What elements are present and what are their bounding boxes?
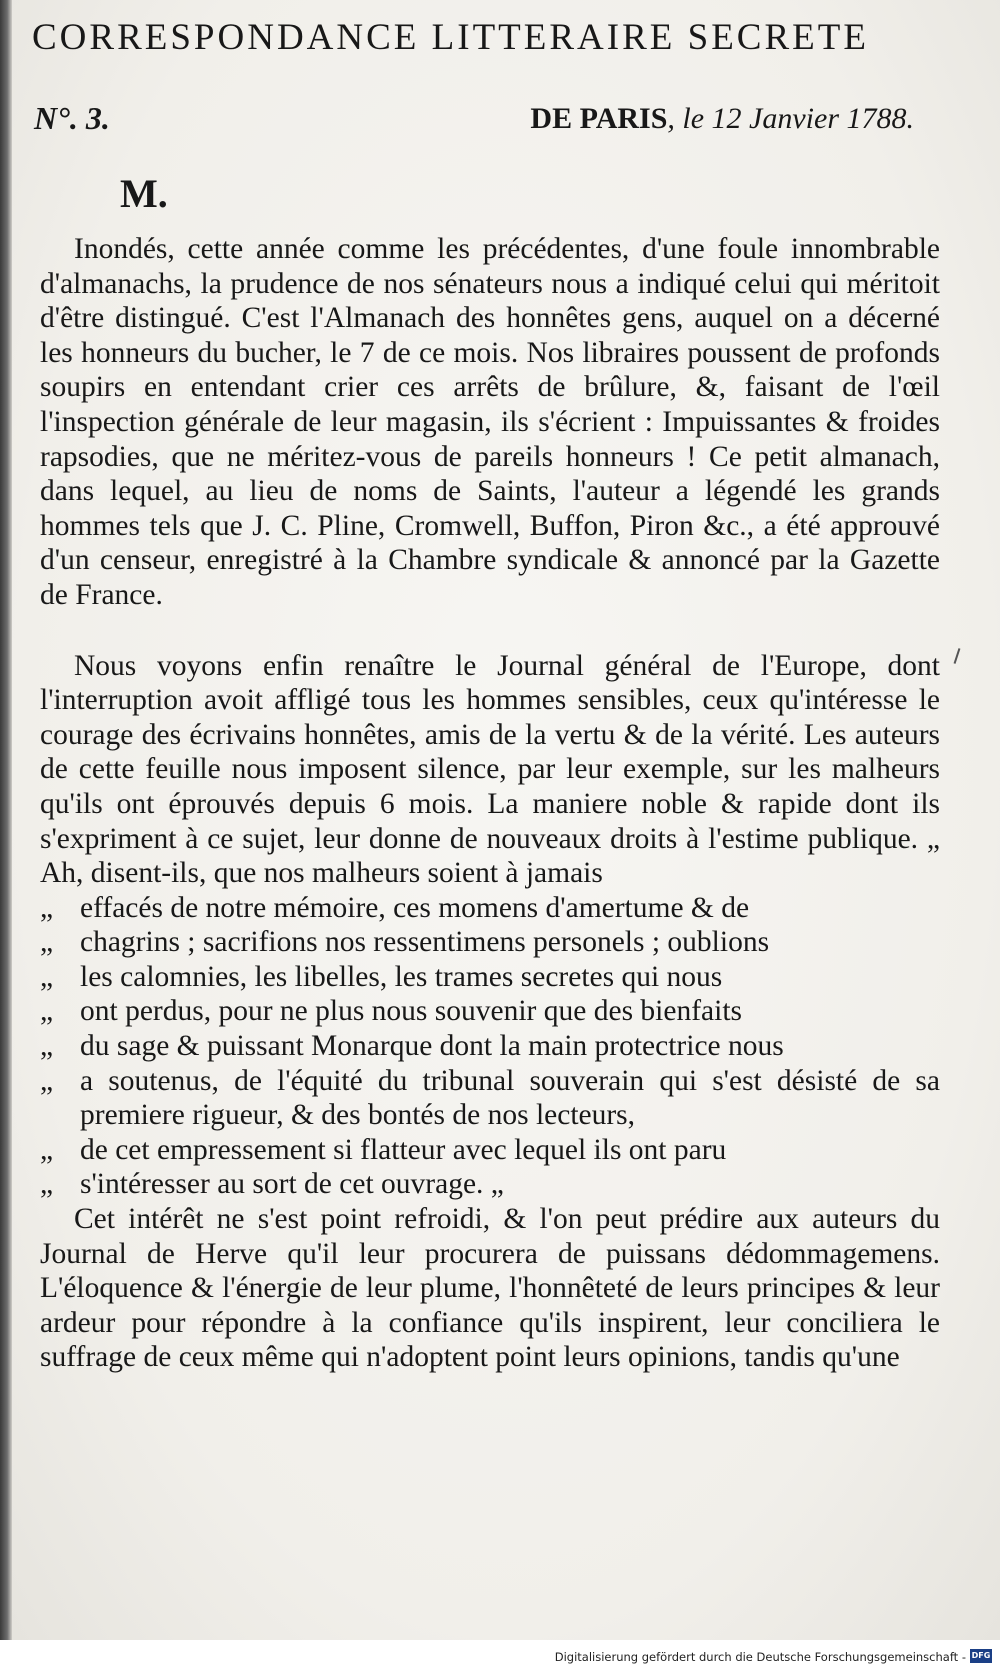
- quote-mark: „: [40, 1168, 54, 1201]
- quote-line: [40, 1064, 940, 1133]
- dateline-place: DE PARIS: [530, 102, 668, 135]
- article-body: [40, 232, 940, 1375]
- footer-credit: Digitalisierung gefördert durch die Deutsche Forschungsgemeinschaft -: [554, 1650, 966, 1664]
- issue-line: [34, 100, 914, 150]
- quote-line-text: s'intéresser au sort de cet ouvrage.: [80, 1168, 484, 1201]
- dateline: [530, 102, 914, 136]
- quote-line-text: du sage & puissant Monarque dont la main protectrice nous: [80, 1030, 784, 1063]
- issue-number: N°. 3.: [34, 100, 110, 136]
- quote-mark: „: [40, 1030, 54, 1063]
- paragraph-journal-herve: Cet intérêt ne s'est point refroidi, & l'on peut prédire aux auteurs du Journal de Herve qu'il leur procurera de puissans dédommagemens. L'éloquence & l'énergie de leur plume, l'honnêteté de leurs principes & leur ardeur pour répondre à la confiance qu'ils inspirent, leur conciliera le suffrage de ceux même qui n'adoptent point leurs opinions, tandis qu'une: [40, 1203, 940, 1374]
- digitization-footer: [0, 1640, 1000, 1676]
- quote-close-mark: „: [490, 1168, 504, 1201]
- scan-mark: [954, 648, 961, 664]
- quote-mark: „: [40, 926, 54, 959]
- quote-line-text: chagrins ; sacrifions nos ressentimens personels ; oublions: [80, 926, 770, 959]
- quote-line: [40, 891, 940, 926]
- quote-line-text: effacés de notre mémoire, ces momens d'amertume & de: [80, 891, 750, 924]
- quote-line-text: les calomnies, les libelles, les trames secretes qui nous: [80, 960, 723, 993]
- quote-line: [40, 1167, 940, 1202]
- quote-line: [40, 960, 940, 995]
- quote-line: [40, 1029, 940, 1064]
- quote-mark: „: [40, 995, 54, 1028]
- dateline-date: , le 12 Janvier 1788.: [667, 102, 914, 135]
- quote-line-text: de cet empressement si flatteur avec lequel ils ont paru: [80, 1133, 727, 1166]
- salutation: M.: [120, 171, 168, 216]
- quote-mark: „: [40, 1133, 54, 1166]
- quote-mark: „: [40, 891, 54, 924]
- quote-line: [40, 925, 940, 960]
- paragraph-journal-europe: Nous voyons enfin renaître le Journal général de l'Europe, dont l'interruption avoit affligé tous les hommes sensibles, ceux qu'intéresse le courage des écrivains honnêtes, amis de la vertu & de la vérité. Les auteurs de cette feuille nous imposent silence, par leur exemple, sur les malheurs qu'ils ont éprouvés depuis 6 mois. La maniere noble & rapide dont ils s'expriment à ce sujet, leur donne de nouveaux droits à l'estime publique. „ Ah, disent-ils, que nos malheurs soient à jamais: [40, 649, 940, 890]
- page-binding-edge: [0, 0, 12, 1676]
- quote-mark: „: [40, 1064, 54, 1097]
- scanned-page: [12, 0, 1000, 1640]
- masthead-title: CORRESPONDANCE LITTERAIRE SECRETE: [32, 17, 869, 58]
- quote-line: [40, 994, 940, 1029]
- quote-line-text: ont perdus, pour ne plus nous souvenir que des bienfaits: [80, 995, 743, 1028]
- quote-line: [40, 1133, 940, 1168]
- dfg-logo: DFG: [970, 1649, 992, 1663]
- quote-line-text: a soutenus, de l'équité du tribunal souverain qui s'est désisté de sa premiere rigueur, & des bontés de nos lecteurs,: [80, 1064, 940, 1132]
- paragraph-almanach: Inondés, cette année comme les précédentes, d'une foule innombrable d'almanachs, la prudence de nos sénateurs nous a indiqué celui qui méritoit d'être distingué. C'est l'Almanach des honnêtes gens, auquel on a décerné les honneurs du bucher, le 7 de ce mois. Nos libraires poussent de profonds soupirs en entendant crier ces arrêts de brûlure, &, faisant de l'œil l'inspection générale de leur magasin, ils s'écrient : Impuissantes & froides rapsodies, que ne méritez-vous de pareils honneurs ! Ce petit almanach, dans lequel, au lieu de noms de Saints, l'auteur a légendé les grands hommes tels que J. C. Pline, Cromwell, Buffon, Piron &c., a été approuvé d'un censeur, enregistré à la Chambre syndicale & annoncé par la Gazette de France.: [40, 233, 940, 611]
- quote-mark: „: [40, 960, 54, 993]
